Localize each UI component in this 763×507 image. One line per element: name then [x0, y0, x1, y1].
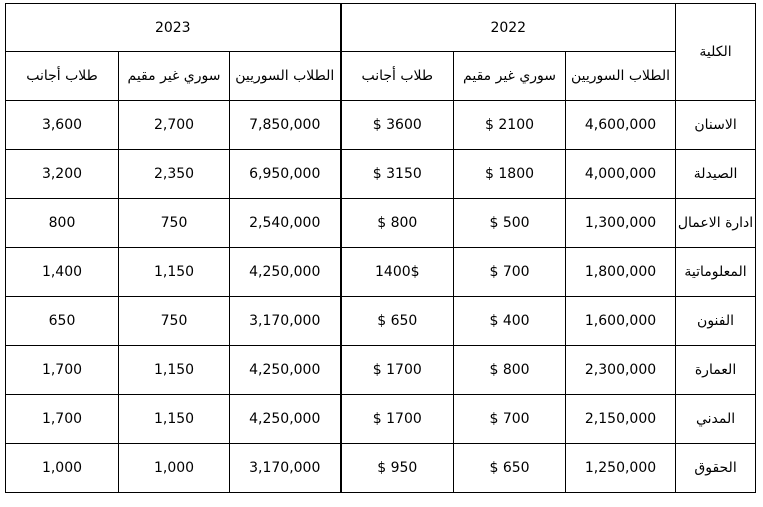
fee-cell-foreign-2023: 1,000: [6, 444, 119, 493]
col-header-foreign-2022: طلاب أجانب: [341, 52, 454, 101]
college-name-cell: العمارة: [676, 346, 756, 395]
fee-cell-syrian-2023: 2,540,000: [230, 199, 341, 248]
college-name-cell: المدني: [676, 395, 756, 444]
fee-cell-foreign-2022: 800 $: [341, 199, 454, 248]
col-header-nonresident-2023: سوري غير مقيم: [119, 52, 230, 101]
fee-cell-foreign-2022: 3150 $: [341, 150, 454, 199]
table-row: [6, 444, 756, 493]
fee-cell-foreign-2022: 950 $: [341, 444, 454, 493]
fee-cell-nonresident-2023: 1,000: [119, 444, 230, 493]
fee-cell-foreign-2023: 3,200: [6, 150, 119, 199]
fee-cell-nonresident-2023: 1,150: [119, 248, 230, 297]
fee-cell-nonresident-2022: 500 $: [454, 199, 566, 248]
fee-cell-nonresident-2022: 2100 $: [454, 101, 566, 150]
fee-cell-nonresident-2023: 1,150: [119, 346, 230, 395]
fee-cell-foreign-2023: 3,600: [6, 101, 119, 150]
fee-cell-syrian-2022: 1,300,000: [566, 199, 676, 248]
fee-cell-foreign-2022: 3600 $: [341, 101, 454, 150]
fee-cell-syrian-2023: 3,170,000: [230, 444, 341, 493]
table-row: [6, 297, 756, 346]
fee-cell-nonresident-2023: 750: [119, 199, 230, 248]
fee-cell-nonresident-2023: 2,350: [119, 150, 230, 199]
table-row: [6, 248, 756, 297]
college-name-cell: الاسنان: [676, 101, 756, 150]
fee-cell-syrian-2022: 2,150,000: [566, 395, 676, 444]
fee-cell-syrian-2023: 4,250,000: [230, 395, 341, 444]
fee-cell-foreign-2022: 1400$: [341, 248, 454, 297]
fee-cell-foreign-2023: 1,700: [6, 395, 119, 444]
college-name-cell: الصيدلة: [676, 150, 756, 199]
col-header-nonresident-2022: سوري غير مقيم: [454, 52, 566, 101]
col-header-syrian-2023: الطلاب السوريين: [230, 52, 341, 101]
col-header-syrian-2022: الطلاب السوريين: [566, 52, 676, 101]
fee-cell-syrian-2022: 1,250,000: [566, 444, 676, 493]
college-name-cell: المعلوماتية: [676, 248, 756, 297]
fee-cell-nonresident-2022: 700 $: [454, 395, 566, 444]
fee-cell-nonresident-2022: 650 $: [454, 444, 566, 493]
fee-cell-syrian-2023: 4,250,000: [230, 248, 341, 297]
fee-cell-foreign-2023: 800: [6, 199, 119, 248]
fee-cell-nonresident-2022: 400 $: [454, 297, 566, 346]
fee-cell-syrian-2022: 1,600,000: [566, 297, 676, 346]
fee-cell-syrian-2022: 4,000,000: [566, 150, 676, 199]
fee-cell-foreign-2022: 1700 $: [341, 346, 454, 395]
fee-cell-nonresident-2022: 700 $: [454, 248, 566, 297]
fee-cell-foreign-2022: 1700 $: [341, 395, 454, 444]
college-header: الكلية: [676, 4, 756, 101]
college-name-cell: الحقوق: [676, 444, 756, 493]
fee-cell-syrian-2022: 1,800,000: [566, 248, 676, 297]
fee-cell-foreign-2023: 1,700: [6, 346, 119, 395]
table-row: [6, 199, 756, 248]
fee-cell-syrian-2023: 3,170,000: [230, 297, 341, 346]
table-row: [6, 395, 756, 444]
fee-cell-syrian-2022: 2,300,000: [566, 346, 676, 395]
college-name-cell: الفنون: [676, 297, 756, 346]
col-header-foreign-2023: طلاب أجانب: [6, 52, 119, 101]
fee-cell-nonresident-2022: 1800 $: [454, 150, 566, 199]
fee-cell-syrian-2022: 4,600,000: [566, 101, 676, 150]
fee-cell-nonresident-2023: 1,150: [119, 395, 230, 444]
fees-table: [5, 3, 756, 493]
fee-cell-foreign-2023: 1,400: [6, 248, 119, 297]
year-header-2022: 2022: [341, 4, 676, 52]
fee-cell-nonresident-2022: 800 $: [454, 346, 566, 395]
fee-cell-syrian-2023: 4,250,000: [230, 346, 341, 395]
table-row: [6, 346, 756, 395]
fee-cell-nonresident-2023: 750: [119, 297, 230, 346]
fee-cell-nonresident-2023: 2,700: [119, 101, 230, 150]
fee-cell-foreign-2022: 650 $: [341, 297, 454, 346]
table-row: [6, 101, 756, 150]
fee-cell-syrian-2023: 6,950,000: [230, 150, 341, 199]
table-row: [6, 150, 756, 199]
year-header-2023: 2023: [6, 4, 341, 52]
college-name-cell: ادارة الاعمال: [676, 199, 756, 248]
fee-cell-syrian-2023: 7,850,000: [230, 101, 341, 150]
fee-cell-foreign-2023: 650: [6, 297, 119, 346]
